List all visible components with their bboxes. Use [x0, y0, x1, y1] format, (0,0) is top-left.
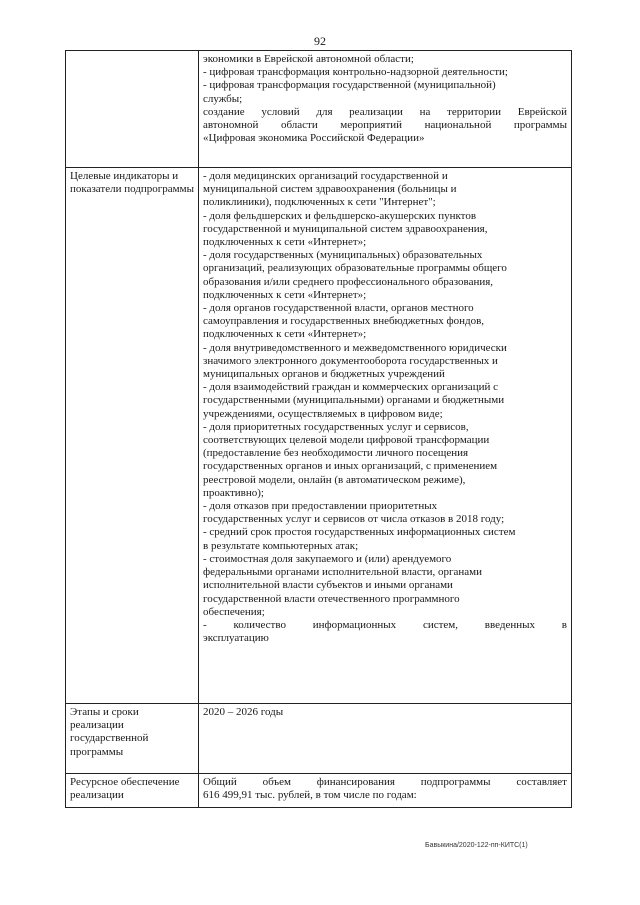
content-line: образования и/или среднего профессионального образования, [203, 275, 494, 288]
content-line: - цифровая трансформация государственной (муниципальной) [203, 79, 496, 92]
content-line: значимого электронного документооборота государственных и [203, 354, 498, 367]
row-content [199, 774, 572, 808]
content-line: проактивно); [203, 486, 264, 499]
content-line: - цифровая трансформация контрольно-надзорной деятельности; [203, 66, 508, 79]
content-line: создание условий для реализации на территории Еврейской [203, 105, 567, 118]
content-line: 616 499,91 тыс. рублей, в том числе по годам: [203, 789, 417, 802]
content-line: муниципальной систем здравоохранения (больницы и [203, 183, 457, 196]
content-line: муниципальных органов и бюджетных учреждений [203, 368, 445, 381]
content-line: государственных услуг и сервисов от числа отказов в 2018 году; [203, 513, 505, 526]
row-label: Целевые индикаторы и показатели подпрограммы [66, 168, 199, 704]
content-line: - доля государственных (муниципальных) образовательных [203, 249, 483, 262]
document-footer-code: Бавыкина/2020-122-пп-КИТС(1) [425, 842, 528, 849]
content-line: - доля органов государственной власти, органов местного [203, 302, 474, 315]
table-row [66, 51, 572, 168]
content-line: - доля приоритетных государственных услуг и сервисов, [203, 420, 469, 433]
content-line: государственной власти отечественного программного [203, 592, 460, 605]
content-line: «Цифровая экономика Российской Федерации» [203, 132, 425, 145]
content-line: самоуправления и государственных внебюджетных фондов, [203, 315, 485, 328]
content-line: автономной области мероприятий национальной программы [203, 119, 567, 132]
content-line: подключенных к сети «Интернет»; [203, 288, 367, 301]
table-row [66, 168, 572, 704]
content-line: - доля взаимодействий граждан и коммерческих организаций с [203, 381, 498, 394]
row-label: Этапы и сроки реализации государственной программы [66, 704, 199, 774]
content-line: 2020 – 2026 годы [203, 706, 284, 718]
content-line: службы; [203, 92, 243, 105]
content-line: - доля медицинских организаций государственной и [203, 170, 448, 182]
content-line: подключенных к сети «Интернет»; [203, 328, 367, 341]
content-line: подключенных к сети «Интернет»; [203, 236, 367, 249]
content-line: государственными (муниципальными) органами и бюджетными [203, 394, 505, 407]
row-content [199, 51, 572, 168]
content-line: в результате компьютерных атак; [203, 539, 359, 552]
content-line: экономики в Еврейской автономной области; [203, 53, 414, 65]
content-line: государственной и муниципальной систем здравоохранения, [203, 222, 488, 235]
content-line: - количество информационных систем, введенных в [203, 618, 567, 631]
row-label: Ресурсное обеспечение реализации [66, 774, 199, 808]
table-row [66, 704, 572, 774]
content-line: реестровой модели, онлайн (в автоматическом режиме), [203, 473, 466, 486]
content-line: обеспечения; [203, 605, 265, 618]
program-table [65, 50, 572, 808]
content-line: - стоимостная доля закупаемого и (или) арендуемого [203, 552, 452, 565]
content-line: государственных органов и иных организаций, с применением [203, 460, 498, 473]
table-row [66, 774, 572, 808]
row-content [199, 704, 572, 774]
content-line: соответствующих целевой модели цифровой трансформации [203, 434, 490, 447]
content-line: поликлиники), подключенных к сети "Интернет"; [203, 196, 436, 209]
content-line: федеральными органами исполнительной власти, органами [203, 566, 482, 579]
content-line: - средний срок простоя государственных информационных систем [203, 526, 516, 539]
content-line: Общий объем финансирования подпрограммы составляет [203, 776, 567, 788]
content-line: организаций, реализующих образовательные программы общего [203, 262, 507, 275]
content-line: эксплуатацию [203, 632, 269, 645]
content-line: - доля фельдшерских и фельдшерско-акушерских пунктов [203, 209, 477, 222]
content-line: (предоставление без необходимости личного посещения [203, 447, 469, 460]
content-line: учреждениями, осуществляемых в цифровом виде; [203, 407, 443, 420]
content-line: исполнительной власти субъектов и иными органами [203, 579, 453, 592]
page-number: 92 [314, 34, 326, 48]
row-label [66, 51, 199, 168]
row-content [199, 168, 572, 704]
content-line: - доля внутриведомственного и межведомственного юридически [203, 341, 507, 354]
content-line: - доля отказов при предоставлении приоритетных [203, 500, 438, 513]
